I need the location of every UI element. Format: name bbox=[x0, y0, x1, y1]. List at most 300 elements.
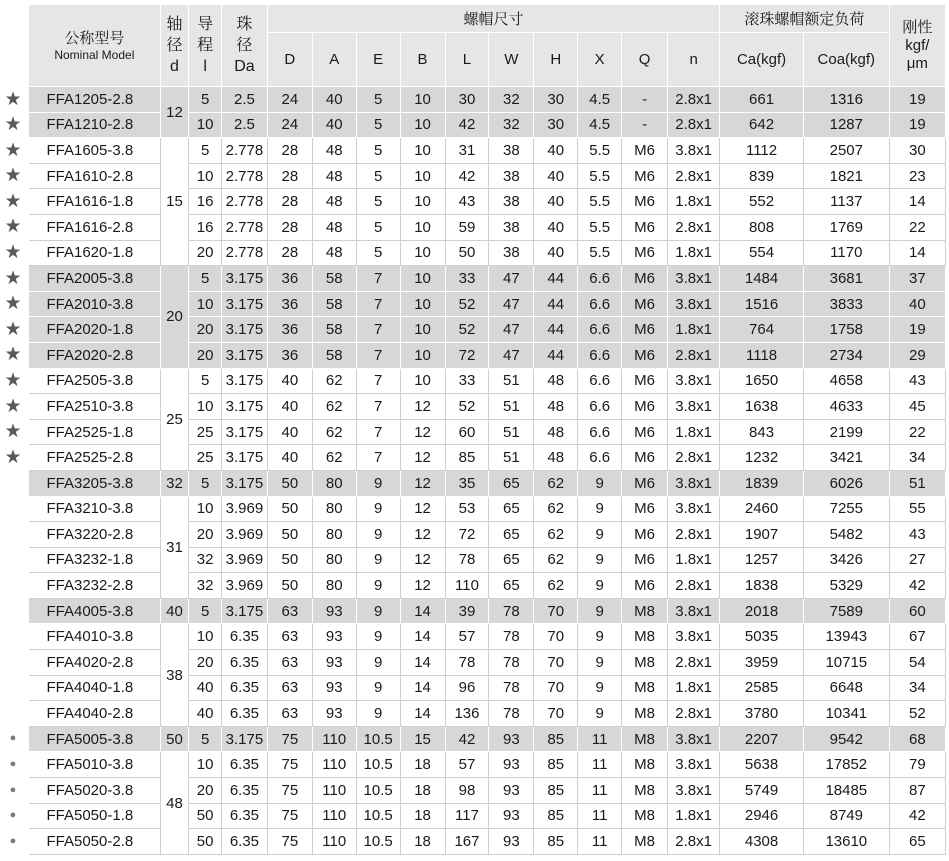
cell-x: 6.6 bbox=[578, 317, 622, 343]
header-lead-line1: 导 bbox=[197, 16, 214, 33]
cell-b: 12 bbox=[400, 470, 445, 496]
cell-d: 28 bbox=[267, 214, 312, 240]
model-cell: FFA2020-1.8 bbox=[29, 317, 161, 343]
cell-q: M8 bbox=[622, 726, 668, 752]
cell-w: 78 bbox=[489, 701, 534, 727]
cell-ca: 4308 bbox=[720, 829, 804, 855]
cell-k: 34 bbox=[889, 675, 945, 701]
cell-e: 9 bbox=[356, 547, 400, 573]
cell-h: 30 bbox=[534, 87, 578, 113]
cell-h: 48 bbox=[534, 445, 578, 471]
lead-cell: 40 bbox=[189, 675, 222, 701]
model-cell: FFA1205-2.8 bbox=[29, 87, 161, 113]
cell-w: 51 bbox=[489, 445, 534, 471]
cell-l: 78 bbox=[445, 547, 489, 573]
cell-ca: 1232 bbox=[720, 445, 804, 471]
cell-b: 12 bbox=[400, 496, 445, 522]
cell-a: 58 bbox=[312, 317, 356, 343]
ball-diameter-cell: 6.35 bbox=[221, 624, 267, 650]
dot-icon: ● bbox=[9, 732, 17, 745]
header-dim-w: W bbox=[489, 33, 534, 87]
cell-coa: 5482 bbox=[803, 522, 889, 548]
cell-q: M6 bbox=[622, 291, 668, 317]
cell-a: 48 bbox=[312, 240, 356, 266]
cell-d: 75 bbox=[267, 778, 312, 804]
lead-cell: 16 bbox=[189, 214, 222, 240]
ball-diameter-cell: 6.35 bbox=[221, 675, 267, 701]
ball-diameter-cell: 2.5 bbox=[221, 87, 267, 113]
header-dim-d: D bbox=[267, 33, 312, 87]
header-lead-line3: l bbox=[203, 58, 207, 75]
cell-d: 50 bbox=[267, 496, 312, 522]
cell-k: 19 bbox=[889, 112, 945, 138]
cell-x: 6.6 bbox=[578, 291, 622, 317]
cell-a: 58 bbox=[312, 266, 356, 292]
cell-k: 37 bbox=[889, 266, 945, 292]
cell-d: 40 bbox=[267, 445, 312, 471]
cell-d: 50 bbox=[267, 522, 312, 548]
cell-b: 14 bbox=[400, 598, 445, 624]
cell-l: 42 bbox=[445, 163, 489, 189]
cell-l: 96 bbox=[445, 675, 489, 701]
cell-a: 80 bbox=[312, 522, 356, 548]
cell-e: 9 bbox=[356, 573, 400, 599]
star-icon: ★ bbox=[4, 344, 22, 366]
cell-x: 9 bbox=[578, 624, 622, 650]
cell-a: 40 bbox=[312, 87, 356, 113]
cell-e: 9 bbox=[356, 624, 400, 650]
cell-h: 48 bbox=[534, 368, 578, 394]
cell-b: 10 bbox=[400, 240, 445, 266]
cell-e: 5 bbox=[356, 214, 400, 240]
cell-ca: 2207 bbox=[720, 726, 804, 752]
cell-e: 7 bbox=[356, 394, 400, 420]
ball-diameter-cell: 2.778 bbox=[221, 240, 267, 266]
cell-e: 7 bbox=[356, 291, 400, 317]
cell-x: 6.6 bbox=[578, 445, 622, 471]
cell-a: 80 bbox=[312, 470, 356, 496]
cell-e: 5 bbox=[356, 189, 400, 215]
cell-b: 10 bbox=[400, 189, 445, 215]
cell-l: 33 bbox=[445, 266, 489, 292]
cell-coa: 7589 bbox=[803, 598, 889, 624]
ball-diameter-cell: 3.969 bbox=[221, 496, 267, 522]
header-ball-line2: 径 bbox=[236, 37, 253, 54]
cell-d: 63 bbox=[267, 650, 312, 676]
lead-cell: 5 bbox=[189, 368, 222, 394]
ball-diameter-cell: 3.175 bbox=[221, 317, 267, 343]
cell-k: 45 bbox=[889, 394, 945, 420]
cell-d: 63 bbox=[267, 598, 312, 624]
header-dim-n: n bbox=[668, 33, 720, 87]
cell-d: 63 bbox=[267, 701, 312, 727]
model-cell: FFA1616-2.8 bbox=[29, 214, 161, 240]
dot-icon: ● bbox=[9, 809, 17, 822]
cell-w: 65 bbox=[489, 470, 534, 496]
cell-w: 93 bbox=[489, 829, 534, 855]
cell-d: 50 bbox=[267, 573, 312, 599]
cell-coa: 2199 bbox=[803, 419, 889, 445]
cell-x: 5.5 bbox=[578, 189, 622, 215]
cell-h: 62 bbox=[534, 547, 578, 573]
cell-x: 11 bbox=[578, 778, 622, 804]
cell-l: 39 bbox=[445, 598, 489, 624]
lead-cell: 25 bbox=[189, 445, 222, 471]
cell-q: M6 bbox=[622, 496, 668, 522]
cell-x: 6.6 bbox=[578, 394, 622, 420]
cell-n: 1.8x1 bbox=[668, 547, 720, 573]
cell-coa: 6648 bbox=[803, 675, 889, 701]
cell-h: 44 bbox=[534, 291, 578, 317]
ball-diameter-cell: 6.35 bbox=[221, 752, 267, 778]
cell-e: 5 bbox=[356, 112, 400, 138]
star-icon: ★ bbox=[4, 395, 22, 417]
cell-l: 72 bbox=[445, 342, 489, 368]
cell-e: 5 bbox=[356, 87, 400, 113]
cell-ca: 1516 bbox=[720, 291, 804, 317]
cell-coa: 13610 bbox=[803, 829, 889, 855]
cell-h: 62 bbox=[534, 470, 578, 496]
cell-h: 44 bbox=[534, 342, 578, 368]
cell-d: 28 bbox=[267, 163, 312, 189]
cell-ca: 839 bbox=[720, 163, 804, 189]
cell-n: 3.8x1 bbox=[668, 726, 720, 752]
model-cell: FFA4010-3.8 bbox=[29, 624, 161, 650]
cell-l: 33 bbox=[445, 368, 489, 394]
cell-l: 85 bbox=[445, 445, 489, 471]
cell-n: 1.8x1 bbox=[668, 317, 720, 343]
ball-diameter-cell: 6.35 bbox=[221, 829, 267, 855]
lead-cell: 5 bbox=[189, 598, 222, 624]
cell-w: 51 bbox=[489, 368, 534, 394]
cell-b: 10 bbox=[400, 266, 445, 292]
cell-l: 72 bbox=[445, 522, 489, 548]
cell-n: 3.8x1 bbox=[668, 470, 720, 496]
cell-l: 78 bbox=[445, 650, 489, 676]
model-cell: FFA1616-1.8 bbox=[29, 189, 161, 215]
header-dim-x: X bbox=[578, 33, 622, 87]
cell-w: 38 bbox=[489, 163, 534, 189]
cell-b: 10 bbox=[400, 342, 445, 368]
cell-coa: 8749 bbox=[803, 803, 889, 829]
header-dim-e: E bbox=[356, 33, 400, 87]
cell-a: 48 bbox=[312, 189, 356, 215]
cell-q: M8 bbox=[622, 803, 668, 829]
cell-n: 2.8x1 bbox=[668, 573, 720, 599]
cell-d: 40 bbox=[267, 419, 312, 445]
cell-b: 18 bbox=[400, 803, 445, 829]
ball-diameter-cell: 3.175 bbox=[221, 470, 267, 496]
cell-b: 12 bbox=[400, 522, 445, 548]
cell-w: 32 bbox=[489, 87, 534, 113]
cell-k: 68 bbox=[889, 726, 945, 752]
shaft-diameter-cell: 38 bbox=[160, 624, 189, 726]
cell-l: 167 bbox=[445, 829, 489, 855]
cell-h: 44 bbox=[534, 266, 578, 292]
cell-coa: 3426 bbox=[803, 547, 889, 573]
star-icon: ★ bbox=[4, 190, 22, 212]
cell-b: 10 bbox=[400, 112, 445, 138]
model-cell: FFA5020-3.8 bbox=[29, 778, 161, 804]
cell-b: 12 bbox=[400, 547, 445, 573]
lead-cell: 50 bbox=[189, 829, 222, 855]
lead-cell: 10 bbox=[189, 624, 222, 650]
cell-n: 3.8x1 bbox=[668, 778, 720, 804]
cell-q: M6 bbox=[622, 342, 668, 368]
cell-w: 47 bbox=[489, 291, 534, 317]
cell-q: M8 bbox=[622, 598, 668, 624]
cell-b: 18 bbox=[400, 752, 445, 778]
cell-h: 40 bbox=[534, 163, 578, 189]
ball-diameter-cell: 3.175 bbox=[221, 419, 267, 445]
cell-ca: 1118 bbox=[720, 342, 804, 368]
cell-n: 1.8x1 bbox=[668, 240, 720, 266]
star-icon: ★ bbox=[4, 242, 22, 264]
cell-n: 2.8x1 bbox=[668, 112, 720, 138]
cell-n: 2.8x1 bbox=[668, 701, 720, 727]
cell-k: 60 bbox=[889, 598, 945, 624]
cell-n: 2.8x1 bbox=[668, 163, 720, 189]
star-icon: ★ bbox=[4, 421, 22, 443]
cell-e: 7 bbox=[356, 368, 400, 394]
cell-e: 7 bbox=[356, 419, 400, 445]
cell-coa: 4658 bbox=[803, 368, 889, 394]
cell-l: 35 bbox=[445, 470, 489, 496]
cell-q: M8 bbox=[622, 701, 668, 727]
cell-ca: 808 bbox=[720, 214, 804, 240]
header-coa: Coa(kgf) bbox=[803, 33, 889, 87]
cell-b: 15 bbox=[400, 726, 445, 752]
ball-diameter-cell: 3.175 bbox=[221, 445, 267, 471]
header-dim-h: H bbox=[534, 33, 578, 87]
cell-q: M8 bbox=[622, 752, 668, 778]
cell-k: 14 bbox=[889, 189, 945, 215]
table-row bbox=[29, 470, 946, 496]
cell-d: 75 bbox=[267, 752, 312, 778]
cell-k: 14 bbox=[889, 240, 945, 266]
cell-b: 10 bbox=[400, 317, 445, 343]
cell-n: 1.8x1 bbox=[668, 803, 720, 829]
cell-l: 98 bbox=[445, 778, 489, 804]
cell-k: 42 bbox=[889, 803, 945, 829]
ball-diameter-cell: 2.778 bbox=[221, 189, 267, 215]
cell-w: 51 bbox=[489, 419, 534, 445]
cell-d: 63 bbox=[267, 624, 312, 650]
cell-ca: 5749 bbox=[720, 778, 804, 804]
cell-b: 14 bbox=[400, 675, 445, 701]
cell-k: 51 bbox=[889, 470, 945, 496]
model-cell: FFA1605-3.8 bbox=[29, 138, 161, 164]
cell-h: 40 bbox=[534, 214, 578, 240]
cell-n: 1.8x1 bbox=[668, 419, 720, 445]
ball-diameter-cell: 3.175 bbox=[221, 726, 267, 752]
cell-h: 62 bbox=[534, 522, 578, 548]
header-rigidity-line2: kgf/ bbox=[905, 36, 930, 54]
cell-coa: 18485 bbox=[803, 778, 889, 804]
cell-x: 11 bbox=[578, 752, 622, 778]
ball-diameter-cell: 3.969 bbox=[221, 547, 267, 573]
cell-q: M6 bbox=[622, 419, 668, 445]
cell-l: 30 bbox=[445, 87, 489, 113]
dot-icon: ● bbox=[9, 783, 17, 796]
cell-b: 14 bbox=[400, 701, 445, 727]
cell-e: 7 bbox=[356, 342, 400, 368]
cell-coa: 4633 bbox=[803, 394, 889, 420]
cell-w: 38 bbox=[489, 214, 534, 240]
cell-a: 58 bbox=[312, 342, 356, 368]
cell-ca: 1484 bbox=[720, 266, 804, 292]
cell-e: 9 bbox=[356, 650, 400, 676]
cell-x: 9 bbox=[578, 547, 622, 573]
cell-x: 9 bbox=[578, 522, 622, 548]
header-ball-line1: 珠 bbox=[236, 16, 253, 33]
cell-ca: 1839 bbox=[720, 470, 804, 496]
cell-d: 28 bbox=[267, 138, 312, 164]
cell-q: M6 bbox=[622, 547, 668, 573]
ball-diameter-cell: 6.35 bbox=[221, 803, 267, 829]
cell-w: 47 bbox=[489, 266, 534, 292]
lead-cell: 10 bbox=[189, 752, 222, 778]
lead-cell: 16 bbox=[189, 189, 222, 215]
cell-h: 85 bbox=[534, 829, 578, 855]
lead-cell: 10 bbox=[189, 112, 222, 138]
cell-k: 29 bbox=[889, 342, 945, 368]
cell-w: 65 bbox=[489, 522, 534, 548]
table-row bbox=[29, 598, 946, 624]
ball-diameter-cell: 2.5 bbox=[221, 112, 267, 138]
model-cell: FFA5050-2.8 bbox=[29, 829, 161, 855]
cell-w: 78 bbox=[489, 624, 534, 650]
table-row bbox=[29, 368, 946, 394]
cell-b: 12 bbox=[400, 394, 445, 420]
cell-h: 70 bbox=[534, 598, 578, 624]
cell-d: 28 bbox=[267, 189, 312, 215]
cell-h: 70 bbox=[534, 624, 578, 650]
cell-d: 36 bbox=[267, 291, 312, 317]
lead-cell: 5 bbox=[189, 726, 222, 752]
cell-w: 78 bbox=[489, 650, 534, 676]
model-cell: FFA2005-3.8 bbox=[29, 266, 161, 292]
cell-q: M8 bbox=[622, 675, 668, 701]
cell-q: M6 bbox=[622, 138, 668, 164]
cell-x: 9 bbox=[578, 470, 622, 496]
cell-a: 93 bbox=[312, 598, 356, 624]
cell-k: 19 bbox=[889, 87, 945, 113]
cell-k: 43 bbox=[889, 368, 945, 394]
model-cell: FFA4040-2.8 bbox=[29, 701, 161, 727]
cell-k: 19 bbox=[889, 317, 945, 343]
model-cell: FFA3205-3.8 bbox=[29, 470, 161, 496]
cell-n: 3.8x1 bbox=[668, 598, 720, 624]
cell-ca: 661 bbox=[720, 87, 804, 113]
cell-d: 36 bbox=[267, 317, 312, 343]
cell-n: 2.8x1 bbox=[668, 214, 720, 240]
cell-k: 22 bbox=[889, 419, 945, 445]
cell-ca: 843 bbox=[720, 419, 804, 445]
cell-b: 12 bbox=[400, 573, 445, 599]
cell-e: 10.5 bbox=[356, 829, 400, 855]
cell-x: 11 bbox=[578, 829, 622, 855]
model-cell: FFA3232-1.8 bbox=[29, 547, 161, 573]
cell-h: 85 bbox=[534, 778, 578, 804]
model-cell: FFA2505-3.8 bbox=[29, 368, 161, 394]
cell-q: M6 bbox=[622, 240, 668, 266]
shaft-diameter-cell: 32 bbox=[160, 470, 189, 496]
cell-l: 50 bbox=[445, 240, 489, 266]
ball-diameter-cell: 6.35 bbox=[221, 778, 267, 804]
cell-e: 9 bbox=[356, 470, 400, 496]
cell-n: 2.8x1 bbox=[668, 650, 720, 676]
cell-x: 6.6 bbox=[578, 266, 622, 292]
cell-q: M8 bbox=[622, 650, 668, 676]
model-cell: FFA5050-1.8 bbox=[29, 803, 161, 829]
cell-n: 3.8x1 bbox=[668, 496, 720, 522]
cell-k: 54 bbox=[889, 650, 945, 676]
header-shaft-line2: 径 bbox=[166, 37, 183, 54]
cell-coa: 1170 bbox=[803, 240, 889, 266]
cell-b: 18 bbox=[400, 829, 445, 855]
header-dim-b: B bbox=[400, 33, 445, 87]
cell-d: 40 bbox=[267, 394, 312, 420]
table-row bbox=[29, 496, 946, 522]
header-rigidity-line3: μm bbox=[906, 54, 928, 72]
cell-x: 9 bbox=[578, 573, 622, 599]
header-ball-diameter bbox=[221, 5, 267, 87]
model-cell: FFA3232-2.8 bbox=[29, 573, 161, 599]
cell-a: 58 bbox=[312, 291, 356, 317]
ball-diameter-cell: 3.175 bbox=[221, 291, 267, 317]
cell-q: M6 bbox=[622, 214, 668, 240]
cell-e: 7 bbox=[356, 317, 400, 343]
cell-coa: 10341 bbox=[803, 701, 889, 727]
lead-cell: 50 bbox=[189, 803, 222, 829]
cell-h: 40 bbox=[534, 189, 578, 215]
cell-h: 40 bbox=[534, 240, 578, 266]
star-icon: ★ bbox=[4, 88, 22, 110]
cell-coa: 1137 bbox=[803, 189, 889, 215]
cell-h: 30 bbox=[534, 112, 578, 138]
cell-q: - bbox=[622, 87, 668, 113]
cell-e: 5 bbox=[356, 240, 400, 266]
cell-ca: 1257 bbox=[720, 547, 804, 573]
lead-cell: 20 bbox=[189, 240, 222, 266]
cell-a: 48 bbox=[312, 138, 356, 164]
lead-cell: 5 bbox=[189, 470, 222, 496]
cell-a: 110 bbox=[312, 726, 356, 752]
lead-cell: 32 bbox=[189, 547, 222, 573]
cell-l: 53 bbox=[445, 496, 489, 522]
lead-cell: 5 bbox=[189, 138, 222, 164]
model-cell: FFA2510-3.8 bbox=[29, 394, 161, 420]
cell-k: 22 bbox=[889, 214, 945, 240]
cell-a: 93 bbox=[312, 701, 356, 727]
cell-q: - bbox=[622, 112, 668, 138]
lead-cell: 10 bbox=[189, 163, 222, 189]
cell-coa: 10715 bbox=[803, 650, 889, 676]
ball-diameter-cell: 3.175 bbox=[221, 266, 267, 292]
star-icon: ★ bbox=[4, 139, 22, 161]
cell-n: 2.8x1 bbox=[668, 829, 720, 855]
cell-coa: 3681 bbox=[803, 266, 889, 292]
cell-d: 63 bbox=[267, 675, 312, 701]
cell-d: 36 bbox=[267, 342, 312, 368]
shaft-diameter-cell: 31 bbox=[160, 496, 189, 598]
table-row bbox=[29, 752, 946, 778]
cell-q: M6 bbox=[622, 573, 668, 599]
model-cell: FFA1620-1.8 bbox=[29, 240, 161, 266]
ball-diameter-cell: 3.175 bbox=[221, 342, 267, 368]
ball-diameter-cell: 2.778 bbox=[221, 138, 267, 164]
